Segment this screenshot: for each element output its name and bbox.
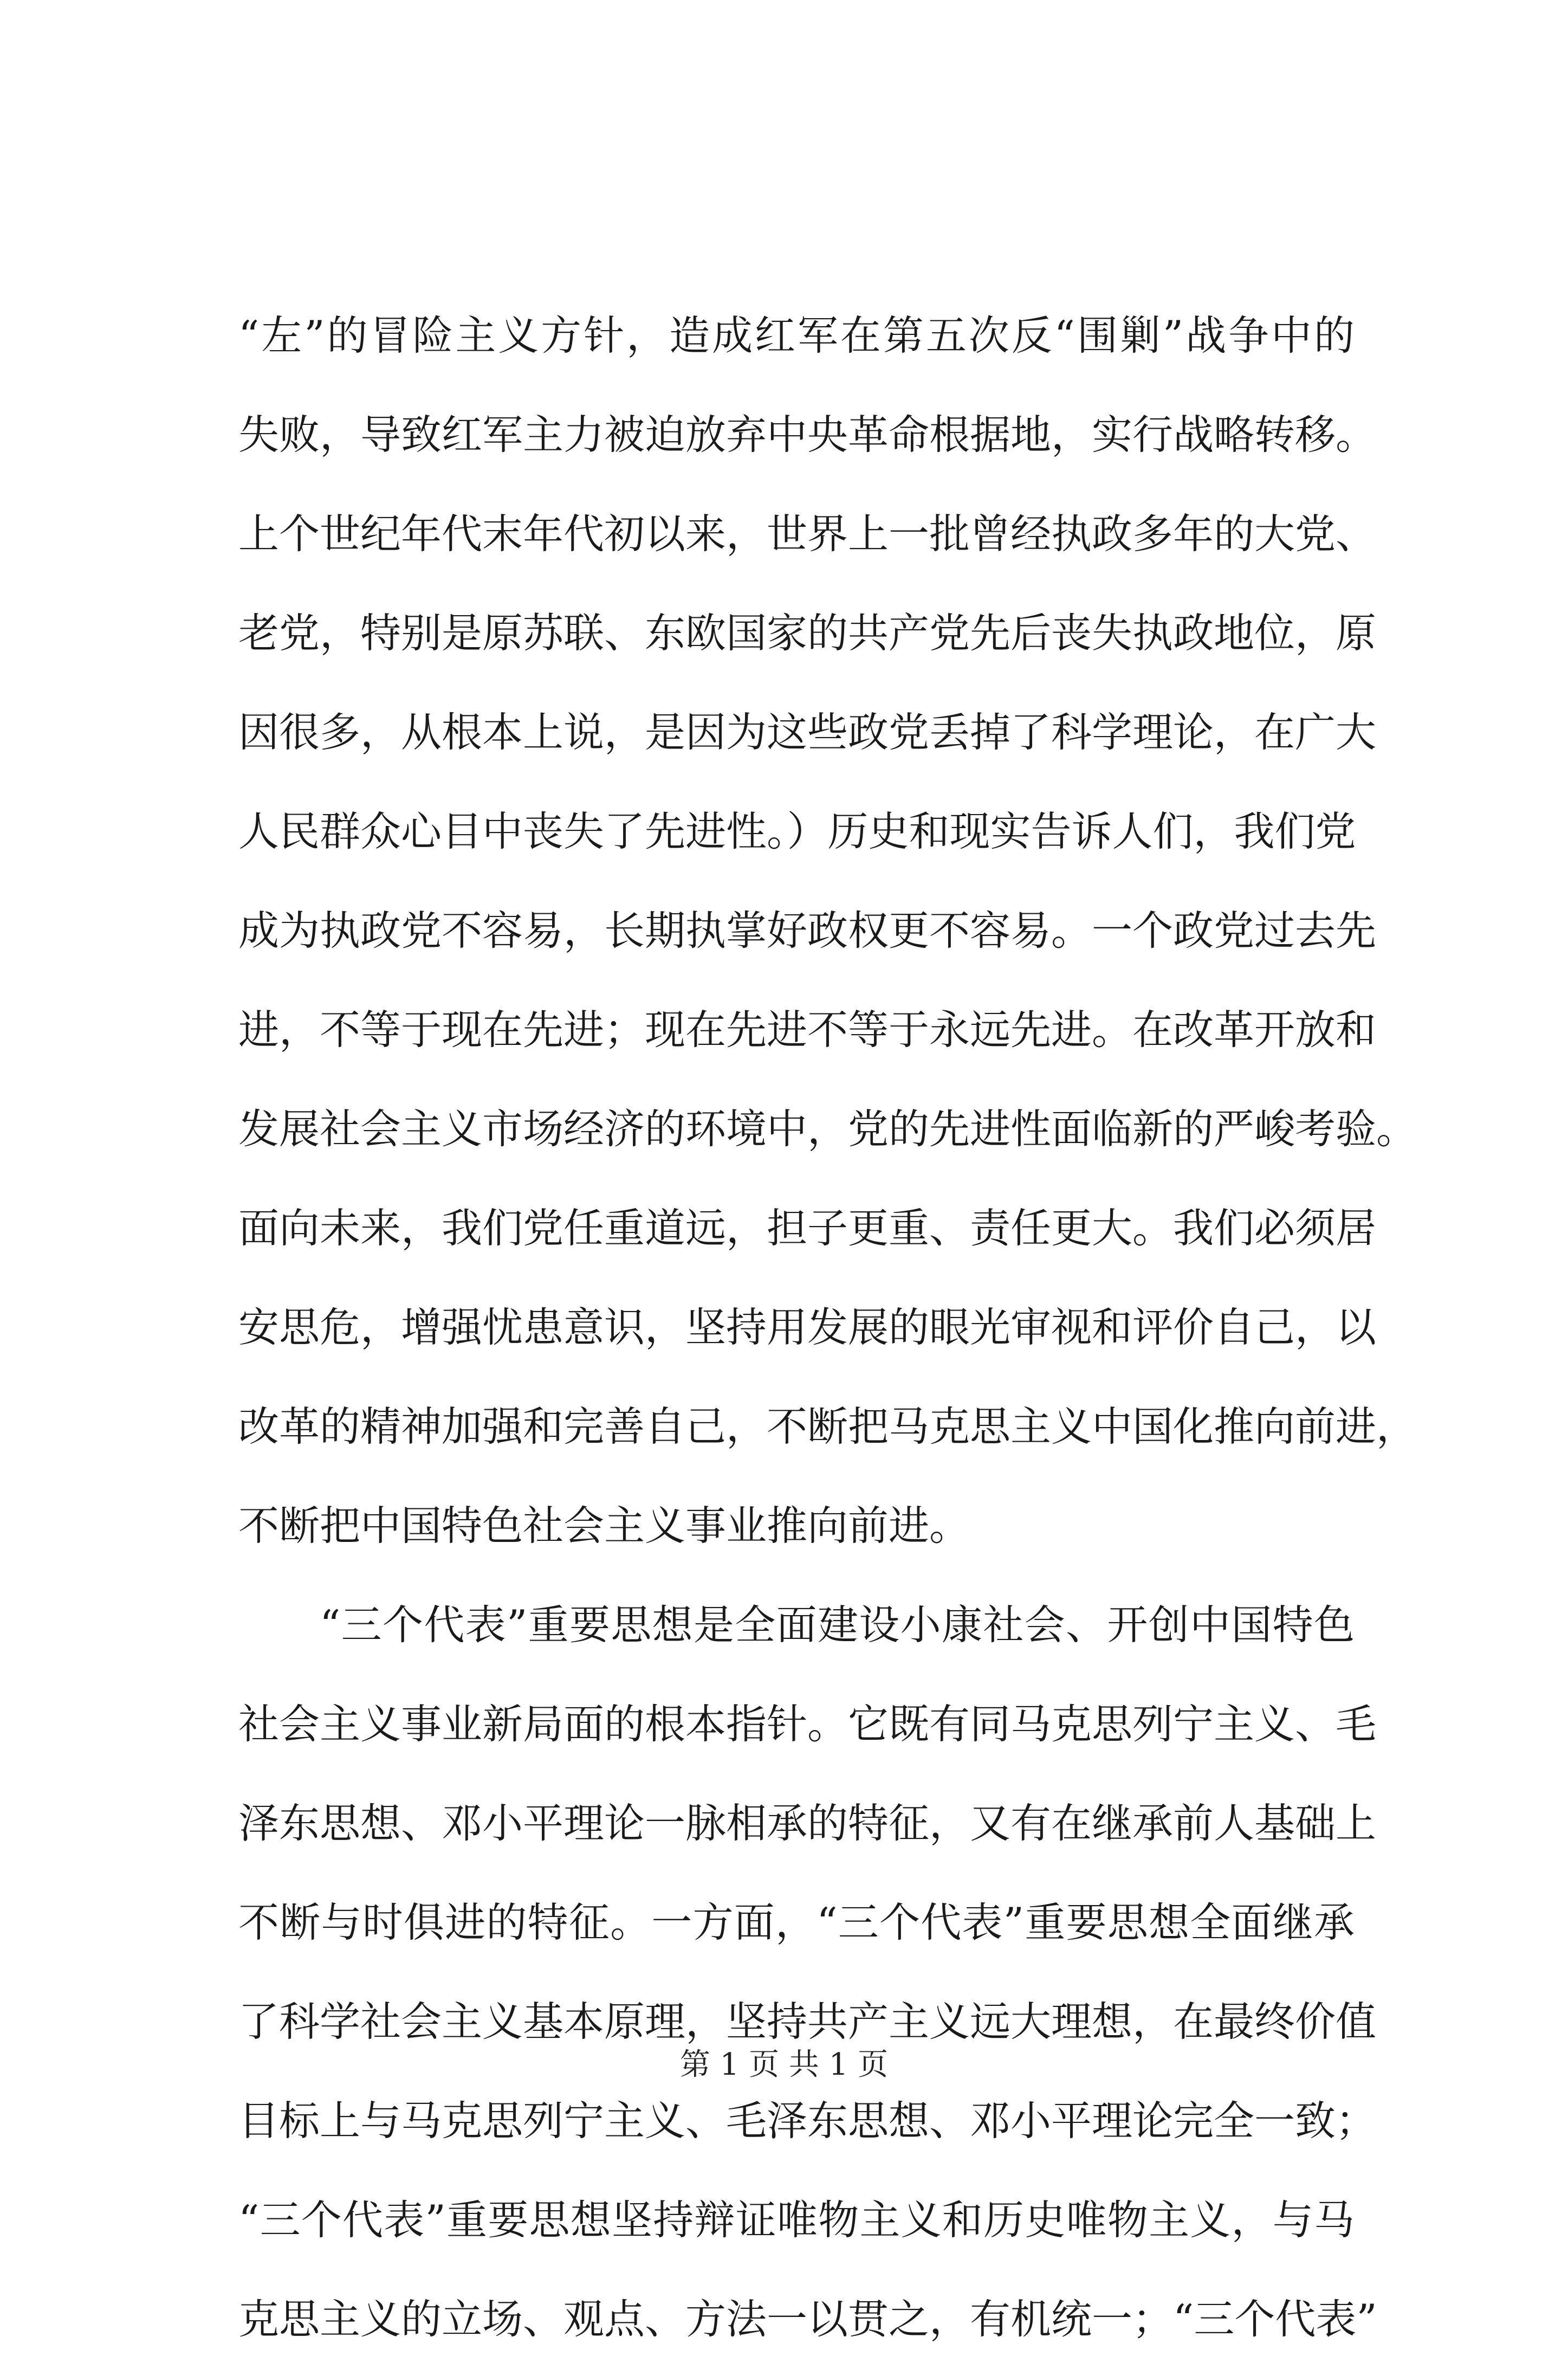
paragraph-1 [238, 286, 1417, 1576]
text-line: 不断与时俱进的特征。一方面，“三个代表”重要思想全面继承 [238, 1899, 1355, 1946]
text-line: 成为执政党不容易，长期执掌好政权更不容易。一个政党过去先 [238, 907, 1377, 954]
text-line: “三个代表”重要思想是全面建设小康社会、开创中国特色 [320, 1601, 1355, 1649]
paragraph-2 [238, 1576, 1377, 2369]
text-line: 上个世纪年代末年代初以来，世界上一批曾经执政多年的大党、 [238, 510, 1377, 558]
text-line: 面向未来，我们党任重道远，担子更重、责任更大。我们必须居 [238, 1204, 1377, 1252]
text-line: “左”的冒险主义方针，造成红军在第五次反“围剿”战争中的 [238, 312, 1355, 359]
text-line: 发展社会主义市场经济的环境中，党的先进性面临新的严峻考验。 [238, 1105, 1417, 1153]
text-line: 了科学社会主义基本原理，坚持共产主义远大理想，在最终价值 [238, 1998, 1377, 2045]
text-line: 老党，特别是原苏联、东欧国家的共产党先后丧失执政地位，原 [238, 609, 1377, 657]
page-number-footer: 第 1 页 共 1 页 [679, 2047, 889, 2082]
text-line: 改革的精神加强和完善自己，不断把马克思主义中国化推向前进， [238, 1403, 1417, 1450]
text-line: 失败，导致红军主力被迫放弃中央革命根据地，实行战略转移。 [238, 411, 1377, 459]
text-line: 不断把中国特色社会主义事业推向前进。 [238, 1502, 970, 1550]
text-line: 进，不等于现在先进；现在先进不等于永远先进。在改革开放和 [238, 1006, 1377, 1054]
text-line: 目标上与马克思列宁主义、毛泽东思想、邓小平理论完全一致； [238, 2097, 1377, 2145]
text-line: 社会主义事业新局面的根本指针。它既有同马克思列宁主义、毛 [238, 1700, 1377, 1748]
text-line: 泽东思想、邓小平理论一脉相承的特征，又有在继承前人基础上 [238, 1799, 1377, 1847]
text-line: 克思主义的立场、观点、方法一以贯之，有机统一；“三个代表” [238, 2295, 1377, 2343]
text-line: “三个代表”重要思想坚持辩证唯物主义和历史唯物主义，与马 [238, 2196, 1355, 2244]
text-line: 因很多，从根本上说，是因为这些政党丢掉了科学理论，在广大 [238, 708, 1377, 756]
text-line: 人民群众心目中丧失了先进性。）历史和现实告诉人们，我们党 [238, 808, 1356, 855]
text-line: 安思危，增强忧患意识，坚持用发展的眼光审视和评价自己，以 [238, 1303, 1377, 1351]
